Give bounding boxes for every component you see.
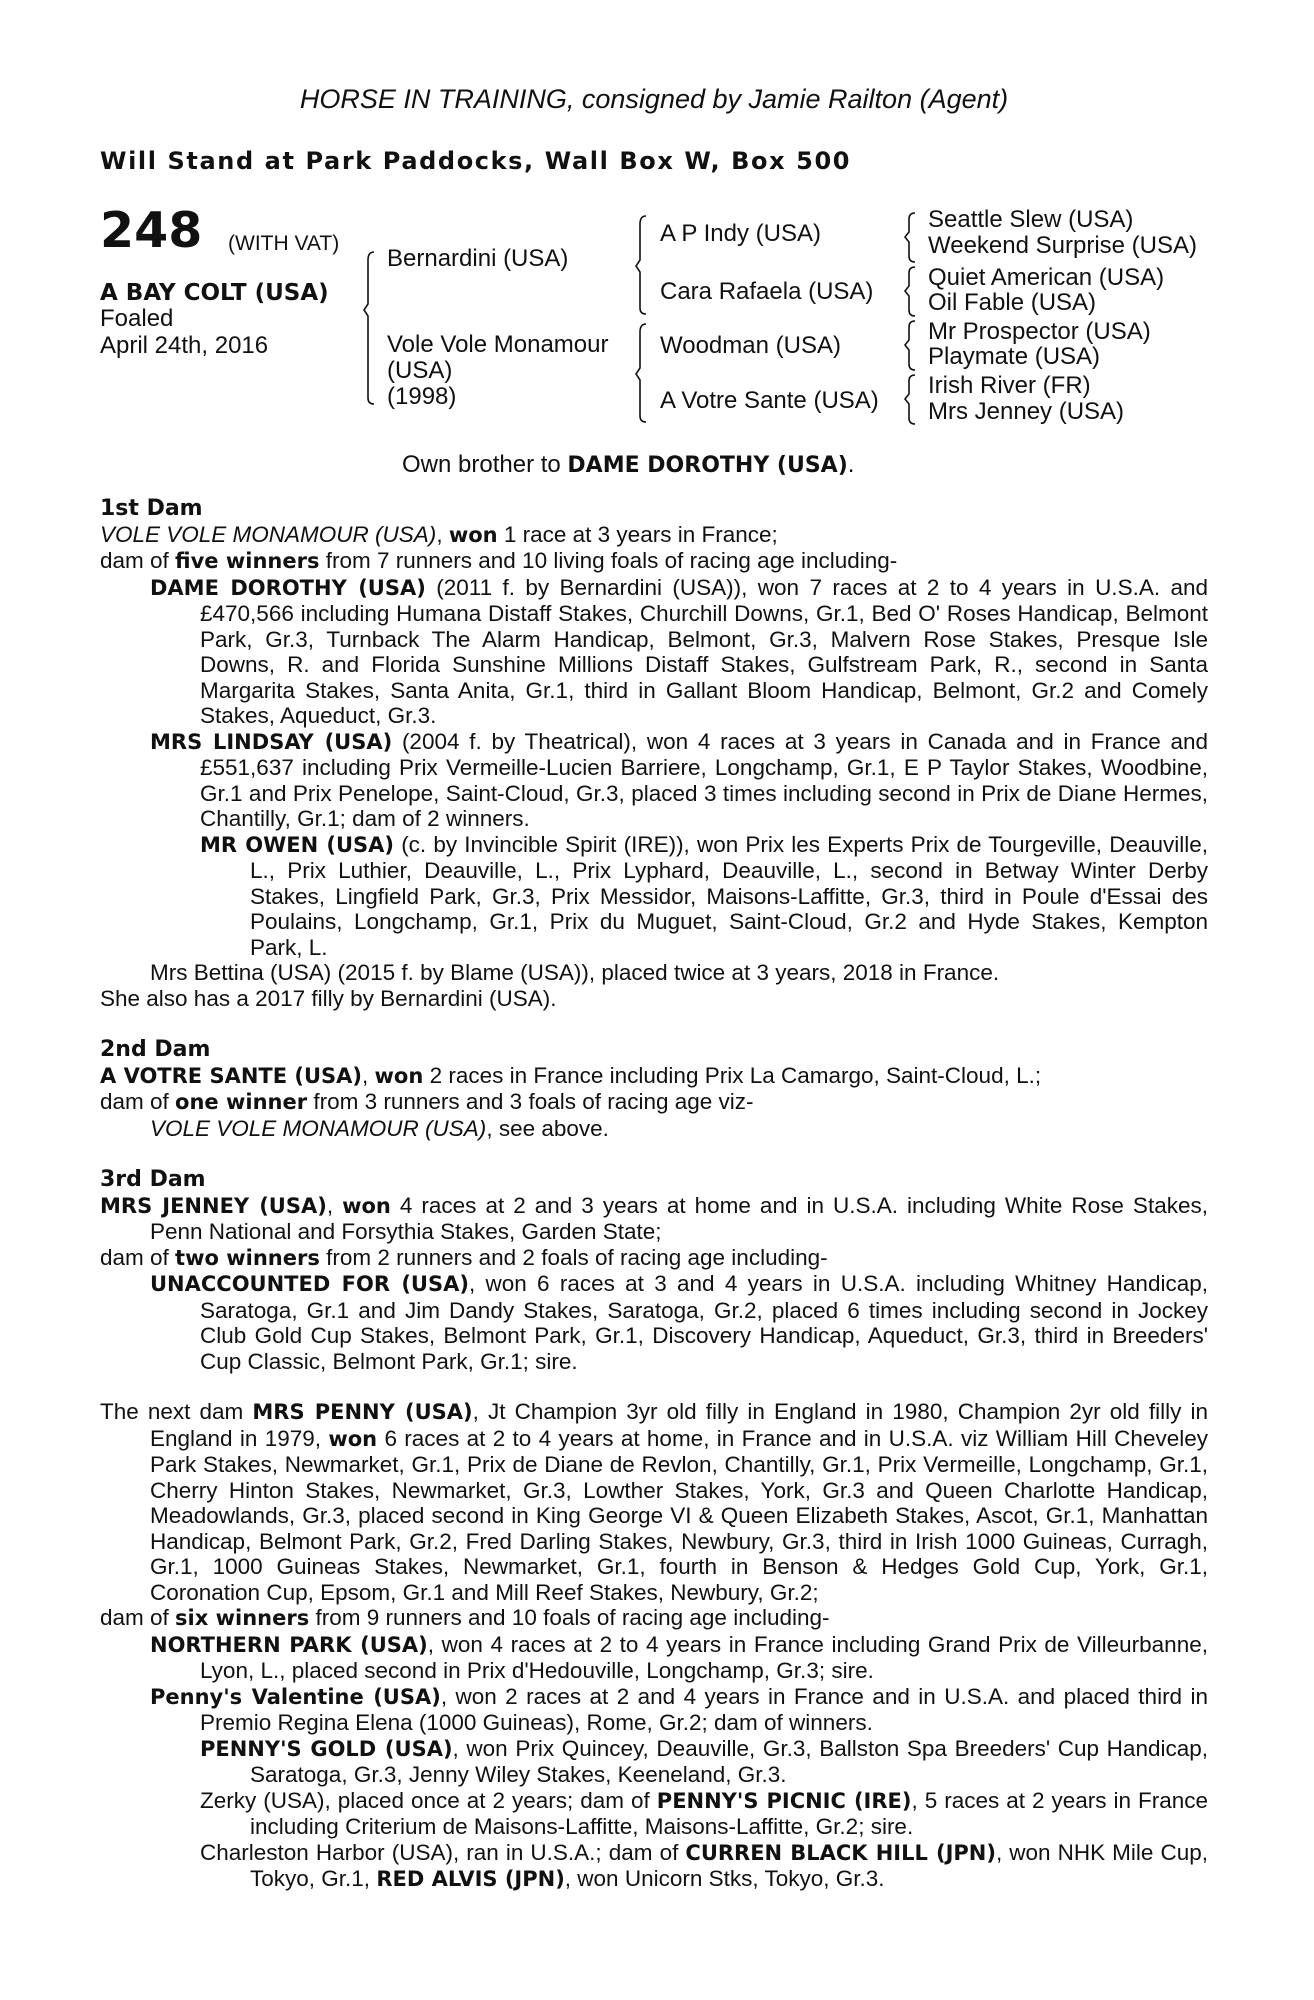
pedigree-sire-dam: Cara Rafaela (USA) <box>660 278 874 305</box>
own-brother-name: DAME DOROTHY (USA) <box>567 453 848 478</box>
own-brother-note: Own brother to DAME DOROTHY (USA). <box>402 451 855 478</box>
pedigree-brace-sd <box>903 264 919 320</box>
first-dam-record: VOLE VOLE MONAMOUR (USA), won 1 race at 3 years in France; <box>100 521 778 547</box>
pedigree-gen3-2: Weekend Surprise (USA) <box>928 232 1197 259</box>
produce-entry: Zerky (USA), placed once at 2 years; dam of PENNY'S PICNIC (IRE), 5 races at 2 years in France including Criterium de Maisons-Laffitte, Maisons-Laffitte, Gr.2; sire. <box>200 1787 1208 1839</box>
produce-entry: Mrs Bettina (USA) (2015 f. by Blame (USA)), placed twice at 3 years, 2018 in France. <box>150 960 1000 985</box>
pedigree-gen3-3: Quiet American (USA) <box>928 264 1165 291</box>
next-dam-record: The next dam MRS PENNY (USA), Jt Champion 3yr old filly in England in 1980, Champion 2yr old filly in England in 1979, won 6 races at 2 to 4 years at home, in France and in U.S.A. viz William Hill Cheveley Park Stakes, Newmarket, Gr.1, Prix de Diane de Revlon, Chantilly, Gr.1, Prix Vermeille, Longchamp, Gr.1, Cherry Hinton Stakes, Newmarket, Gr.3, Lowther Stakes, York, Gr.3 and Queen Charlotte Handicap, Meadowlands, Gr.3, placed second in King George VI & Queen Elizabeth Stakes, Ascot, Gr.1, Manhattan Handicap, Belmont Park, Gr.2, Fred Darling Stakes, Newbury, Gr.3, third in Irish 1000 Guineas, Curragh, Gr.1, 1000 Guineas Stakes, Newmarket, Gr.1, fourth in Benson & Hedges Gold Cup, York, Gr.1, Coronation Cup, Epsom, Gr.1 and Mill Reef Stakes, Newbury, Gr.2; <box>100 1399 1208 1605</box>
foaled-date: April 24th, 2016 <box>100 332 269 359</box>
pedigree-dam-line2: (USA) <box>387 357 453 384</box>
produce-entry: MRS LINDSAY (USA) (2004 f. by Theatrical), won 4 races at 3 years in Canada and in France and £551,637 including Prix Vermeille-Lucien Barriere, Longchamp, Gr.1, E P Taylor Stakes, Woodbine, Gr.1 and Prix Penelope, Saint-Cloud, Gr.3, placed 3 times including second in Prix de Diane Hermes, Chantilly, Gr.1; dam of 2 winners. <box>150 728 1209 831</box>
pedigree-brace-dd <box>903 372 919 428</box>
third-dam-produce-summary: dam of two winners from 2 runners and 2 foals of racing age including- <box>100 1244 828 1270</box>
lot-number: 248 <box>100 202 203 259</box>
pedigree-brace-ds <box>903 318 919 374</box>
pedigree-sire: Bernardini (USA) <box>387 245 569 272</box>
pedigree-sire-sire: A P Indy (USA) <box>660 220 821 247</box>
produce-entry: MR OWEN (USA) (c. by Invincible Spirit (IRE)), won Prix les Experts Prix de Tourgeville, Deauville, L., Prix Luthier, Deauville, L., Prix Lyphard, Deauville, L., second in Betway Winter Derby Stakes, Lingfield Park, Gr.3, Prix Messidor, Maisons-Laffitte, Gr.3, third in Poule d'Essai des Poulains, Longchamp, Gr.1, Prix du Muguet, Saint-Cloud, Gr.2 and Hyde Stakes, Kempton Park, L. <box>200 831 1208 960</box>
produce-entry: VOLE VOLE MONAMOUR (USA), see above. <box>150 1115 609 1141</box>
first-dam-heading: 1st Dam <box>100 496 203 521</box>
pedigree-gen3-1: Seattle Slew (USA) <box>928 206 1134 233</box>
pedigree-dam-sire: Woodman (USA) <box>660 332 841 359</box>
horse-description: A BAY COLT (USA) <box>100 280 329 306</box>
vat-note: (WITH VAT) <box>228 232 340 255</box>
produce-entry: UNACCOUNTED FOR (USA), won 6 races at 3 and 4 years in U.S.A. including Whitney Handicap, Saratoga, Gr.1 and Jim Dandy Stakes, Saratoga, Gr.2, placed 6 times including second in Jockey Club Gold Cup Stakes, Belmont Park, Gr.1, Discovery Handicap, Aqueduct, Gr.3, third in Breeders' Cup Classic, Belmont Park, Gr.1; sire. <box>150 1271 1208 1374</box>
pedigree-dam-dam: A Votre Sante (USA) <box>660 387 879 414</box>
produce-entry: PENNY'S GOLD (USA), won Prix Quincey, Deauville, Gr.3, Ballston Spa Breeders' Cup Handicap, Saratoga, Gr.3, Jenny Wiley Stakes, Keeneland, Gr.3. <box>200 1735 1208 1787</box>
produce-entry: Charleston Harbor (USA), ran in U.S.A.; dam of CURREN BLACK HILL (JPN), won NHK Mile Cup, Tokyo, Gr.1, RED ALVIS (JPN), won Unicorn Stks, Tokyo, Gr.3. <box>200 1839 1209 1891</box>
second-dam-heading: 2nd Dam <box>100 1037 211 1062</box>
third-dam-record: MRS JENNEY (USA), won 4 races at 2 and 3 years at home and in U.S.A. including White Rose Stakes, Penn National and Forsythia Stakes, Garden State; <box>100 1192 1208 1244</box>
first-dam-produce-summary: dam of five winners from 7 runners and 10 living foals of racing age including- <box>100 548 898 573</box>
third-dam-heading: 3rd Dam <box>100 1167 206 1192</box>
pedigree-gen3-5: Mr Prospector (USA) <box>928 318 1151 345</box>
stand-location: Will Stand at Park Paddocks, Wall Box W, Box 500 <box>100 147 852 175</box>
pedigree-gen3-4: Oil Fable (USA) <box>928 289 1097 316</box>
pedigree-brace-ss <box>903 210 919 266</box>
pedigree-dam-line3: (1998) <box>387 383 457 410</box>
first-dam-also: She also has a 2017 filly by Bernardini (USA). <box>100 985 557 1011</box>
next-dam-produce-summary: dam of six winners from 9 runners and 10 foals of racing age including- <box>100 1605 830 1630</box>
consignment-line: HORSE IN TRAINING, consigned by Jamie Railton (Agent) <box>299 84 1009 114</box>
second-dam-record: A VOTRE SANTE (USA), won 2 races in France including Prix La Camargo, Saint-Cloud, L.; <box>100 1062 1042 1088</box>
second-dam-produce-summary: dam of one winner from 3 runners and 3 foals of racing age viz- <box>100 1089 754 1114</box>
catalogue-body <box>100 496 1208 1893</box>
pedigree-brace-sire <box>634 212 652 322</box>
produce-entry: DAME DOROTHY (USA) (2011 f. by Bernardini (USA)), won 7 races at 2 to 4 years in U.S.A. and £470,566 including Humana Distaff Stakes, Churchill Downs, Gr.1, Bed O' Roses Handicap, Belmont Park, Gr.3, Turnback The Alarm Handicap, Belmont, Gr.3, Malvern Rose Stakes, Presque Isle Downs, R. and Florida Sunshine Millions Distaff Stakes, Gulfstream Park, R., second in Santa Margarita Stakes, Santa Anita, Gr.1, third in Gallant Bloom Handicap, Belmont, Gr.2 and Comely Stakes, Aqueduct, Gr.3. <box>150 574 1208 728</box>
pedigree-gen3-6: Playmate (USA) <box>928 343 1101 370</box>
pedigree-gen3-7: Irish River (FR) <box>928 372 1091 399</box>
foaled-label: Foaled <box>100 305 174 332</box>
produce-entry: NORTHERN PARK (USA), won 4 races at 2 to 4 years in France including Grand Prix de Villeurbanne, Lyon, L., placed second in Prix d'Hedouville, Longchamp, Gr.3; sire. <box>150 1631 1208 1683</box>
produce-entry: Penny's Valentine (USA), won 2 races at 2 and 4 years in France and in U.S.A. and placed third in Premio Regina Elena (1000 Guineas), Rome, Gr.2; dam of winners. <box>150 1683 1208 1735</box>
pedigree-gen3-8: Mrs Jenney (USA) <box>928 398 1125 425</box>
pedigree-dam-line1: Vole Vole Monamour <box>387 331 609 358</box>
pedigree-brace-1 <box>362 248 382 408</box>
pedigree-brace-dam <box>634 320 652 430</box>
